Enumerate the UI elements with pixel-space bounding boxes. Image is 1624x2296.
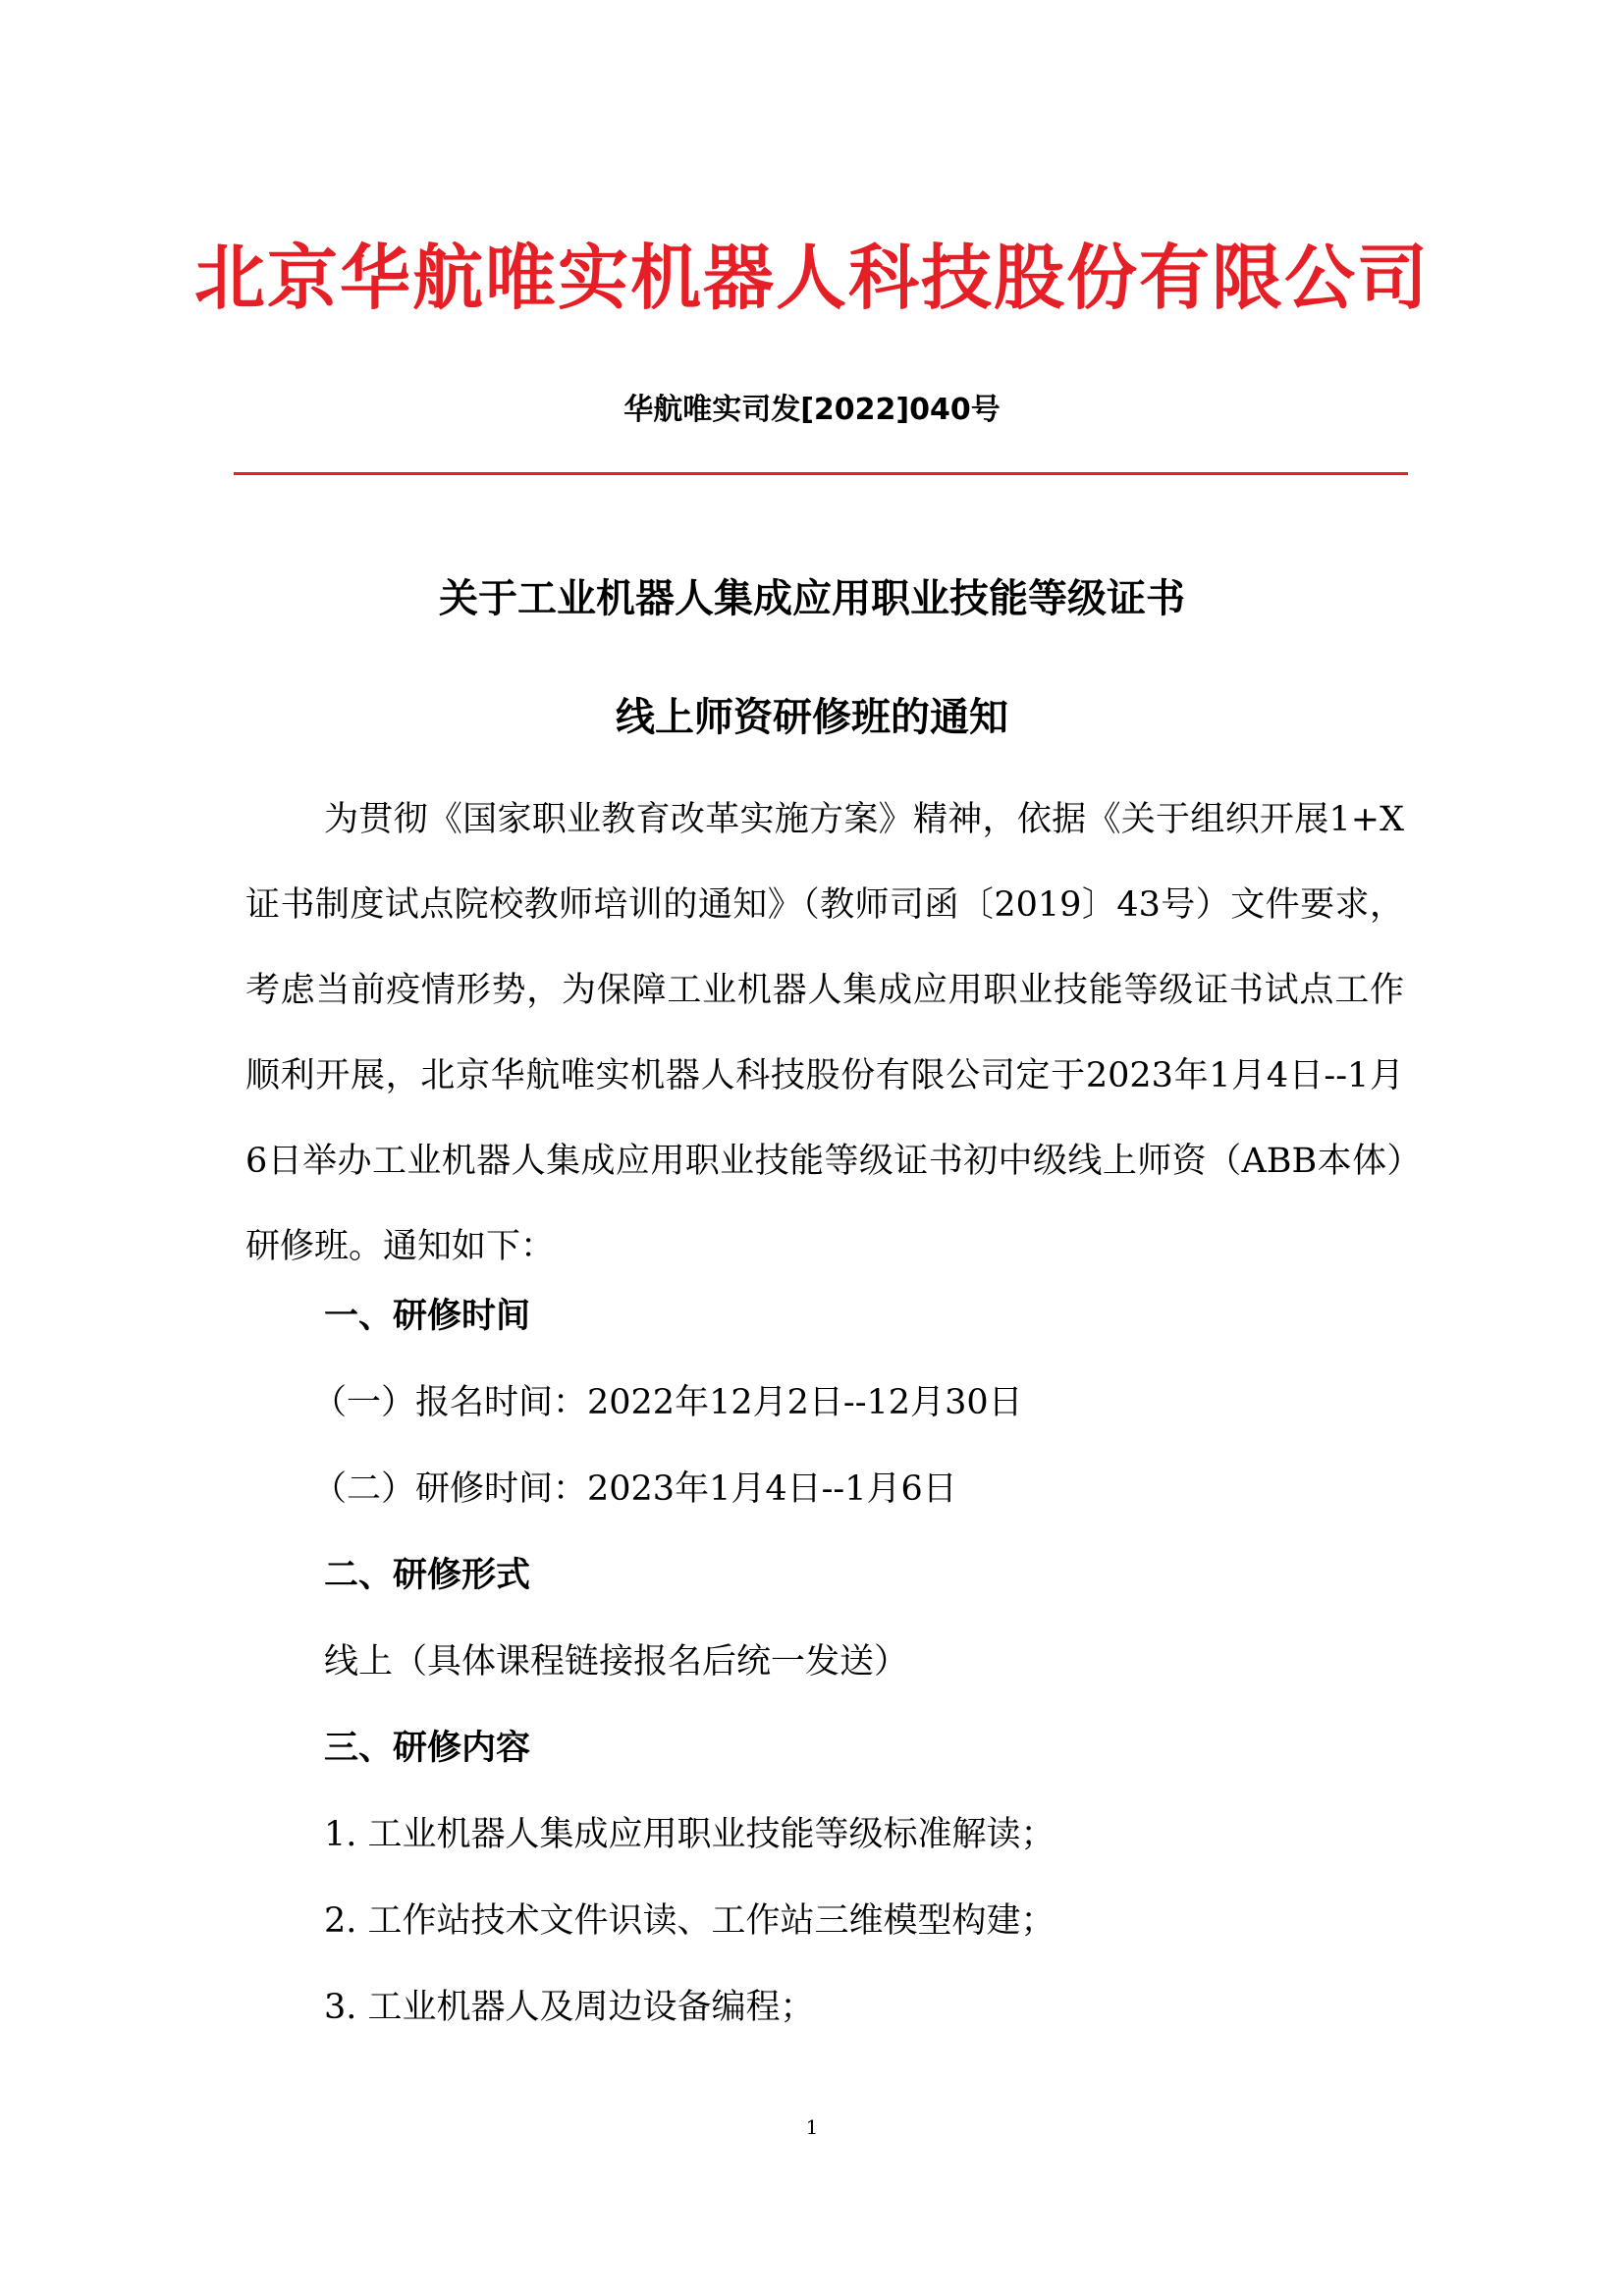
content-item: 1. 工业机器人集成应用职业技能等级标准解读； (324, 1815, 1056, 1854)
content-item: 3. 工业机器人及周边设备编程； (324, 1988, 815, 2027)
content-item: 2. 工作站技术文件识读、工作站三维模型构建； (324, 1901, 1056, 1941)
intro-paragraph: 为贯彻《国家职业教育改革实施方案》精神，依据《关于组织开展1+X证书制度试点院校教师培训的通知》（教师司函〔2019〕43号）文件要求，考虑当前疫情形势，为保障工业机器人集成应用职业技能等级证书试点工作顺利开展，北京华航唯实机器人科技股份有限公司定于2023年1月4日--1月6日举办工业机器人集成应用职业技能等级证书初中级线上师资（ABB本体）研修班。通知如下： (245, 800, 1404, 1266)
document-number: 华航唯实司发[2022]040号 (623, 393, 1001, 427)
section-heading-format: 二、研修形式 (324, 1556, 531, 1595)
section-heading-content: 三、研修内容 (324, 1729, 531, 1768)
page-number: 1 (805, 2115, 819, 2139)
notice-title-line-2: 线上师资研修班的通知 (616, 695, 1008, 740)
format-text: 线上（具体课程链接报名后统一发送） (324, 1642, 909, 1682)
organization-header: 北京华航唯实机器人科技股份有限公司 (193, 237, 1430, 319)
registration-time: （一）报名时间：2022年12月2日--12月30日 (312, 1383, 1023, 1422)
section-heading-time: 一、研修时间 (324, 1297, 531, 1336)
notice-title-line-1: 关于工业机器人集成应用职业技能等级证书 (439, 576, 1185, 621)
header-divider (234, 472, 1408, 475)
training-time: （二）研修时间：2023年1月4日--1月6日 (312, 1469, 957, 1509)
